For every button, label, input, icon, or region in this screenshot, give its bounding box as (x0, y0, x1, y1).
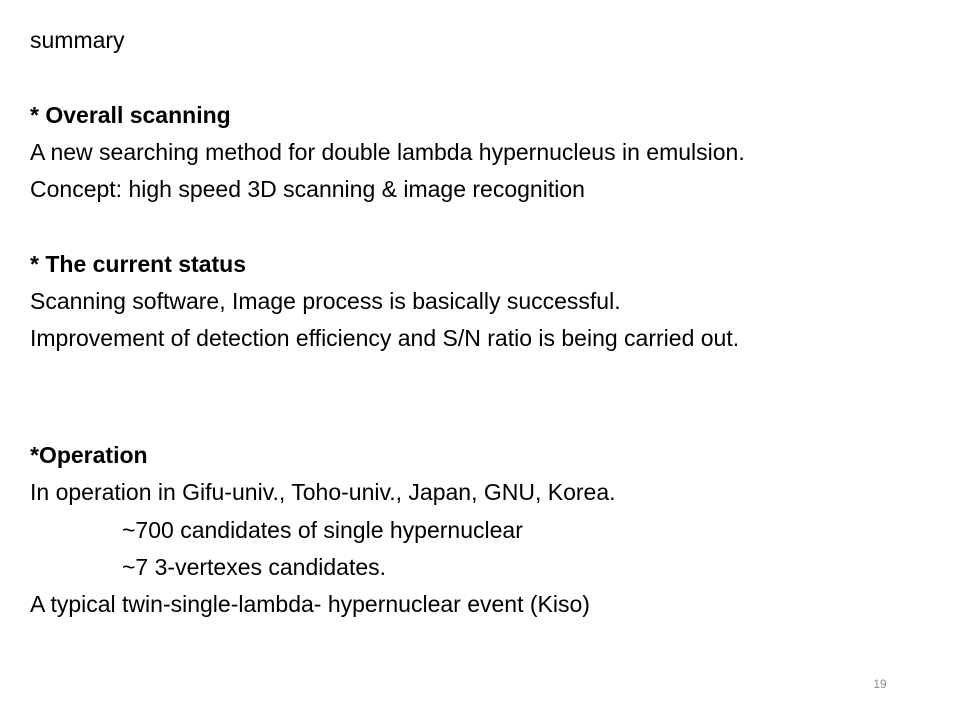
overall-scanning-line-1: A new searching method for double lambda hypernucleus in emulsion. (30, 139, 745, 165)
slide-title: summary (30, 27, 125, 53)
section-heading-operation: *Operation (30, 442, 148, 468)
operation-line-4: A typical twin-single-lambda- hypernuclear event (Kiso) (30, 591, 590, 617)
section-heading-overall-scanning: * Overall scanning (30, 102, 231, 128)
section-heading-current-status: * The current status (30, 251, 246, 277)
page-number: 19 (873, 677, 887, 691)
overall-scanning-line-2: Concept: high speed 3D scanning & image recognition (30, 176, 585, 202)
current-status-line-2: Improvement of detection efficiency and S/N ratio is being carried out. (30, 325, 740, 351)
operation-line-3: ~7 3-vertexes candidates. (122, 554, 387, 580)
operation-line-1: In operation in Gifu-univ., Toho-univ., Japan, GNU, Korea. (30, 479, 616, 505)
operation-line-2: ~700 candidates of single hypernuclear (122, 517, 523, 543)
current-status-line-1: Scanning software, Image process is basically successful. (30, 288, 621, 314)
